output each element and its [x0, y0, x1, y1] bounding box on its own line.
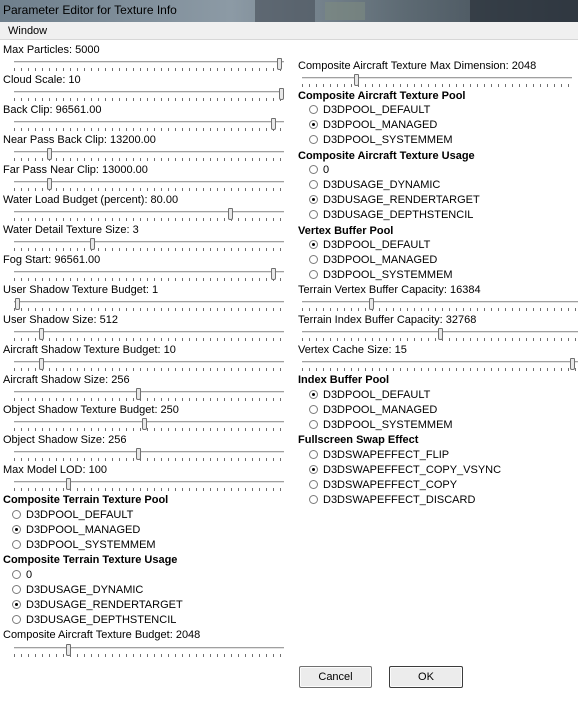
- object-shadow-texture-budget-slider[interactable]: [14, 418, 284, 432]
- radio-dot[interactable]: [309, 390, 318, 399]
- slider-label: Water Load Budget (percent): 80.00: [3, 194, 179, 206]
- water-detail-texture-size-slider[interactable]: [14, 238, 284, 252]
- radio-dot[interactable]: [309, 405, 318, 414]
- radio-dot[interactable]: [309, 495, 318, 504]
- radio-label: D3DPOOL_DEFAULT: [323, 389, 431, 401]
- radio-label: D3DUSAGE_DEPTHSTENCIL: [323, 209, 474, 221]
- slider-thumb[interactable]: [66, 478, 71, 490]
- slider-thumb[interactable]: [369, 298, 374, 310]
- radio-label: D3DUSAGE_DYNAMIC: [26, 584, 144, 596]
- radio-dot[interactable]: [309, 270, 318, 279]
- slider-thumb[interactable]: [142, 418, 147, 430]
- radio-label: D3DSWAPEFFECT_COPY_VSYNC: [323, 464, 502, 476]
- vertex-buffer-pool-header: Vertex Buffer Pool: [298, 225, 394, 237]
- slider-label: Terrain Vertex Buffer Capacity: 16384: [298, 284, 481, 296]
- slider-label: Composite Aircraft Texture Max Dimension: 2048: [298, 60, 537, 72]
- slider-thumb[interactable]: [47, 178, 52, 190]
- back-clip-slider[interactable]: [14, 118, 284, 132]
- cloud-scale-slider[interactable]: [14, 88, 284, 102]
- slider-thumb[interactable]: [570, 358, 575, 370]
- radio-label: D3DPOOL_DEFAULT: [323, 239, 431, 251]
- composite-terrain-pool-header: Composite Terrain Texture Pool: [3, 494, 169, 506]
- composite-aircraft-pool-header: Composite Aircraft Texture Pool: [298, 90, 466, 102]
- radio-dot[interactable]: [309, 255, 318, 264]
- vertex-cache-size-slider[interactable]: [302, 358, 578, 372]
- composite-aircraft-budget-slider[interactable]: [14, 644, 284, 658]
- composite-aircraft-usage-header: Composite Aircraft Texture Usage: [298, 150, 475, 162]
- slider-label: Object Shadow Size: 256: [3, 434, 127, 446]
- radio-label: D3DPOOL_DEFAULT: [323, 104, 431, 116]
- user-shadow-texture-budget-slider[interactable]: [14, 298, 284, 312]
- title-bar-background: [255, 0, 315, 22]
- slider-label: Aircraft Shadow Size: 256: [3, 374, 130, 386]
- slider-label: Back Clip: 96561.00: [3, 104, 102, 116]
- menu-bar: [0, 22, 578, 40]
- radio-label: D3DPOOL_MANAGED: [323, 254, 438, 266]
- slider-thumb[interactable]: [136, 448, 141, 460]
- radio-dot[interactable]: [309, 240, 318, 249]
- slider-label: Water Detail Texture Size: 3: [3, 224, 139, 236]
- slider-label: Far Pass Near Clip: 13000.00: [3, 164, 148, 176]
- slider-thumb[interactable]: [47, 148, 52, 160]
- radio-label: D3DPOOL_SYSTEMMEM: [323, 419, 453, 431]
- radio-dot[interactable]: [12, 600, 21, 609]
- radio-label: D3DUSAGE_RENDERTARGET: [26, 599, 183, 611]
- radio-dot[interactable]: [12, 585, 21, 594]
- radio-dot[interactable]: [309, 135, 318, 144]
- slider-thumb[interactable]: [39, 328, 44, 340]
- slider-thumb[interactable]: [354, 74, 359, 86]
- radio-dot[interactable]: [309, 105, 318, 114]
- radio-dot[interactable]: [309, 450, 318, 459]
- slider-thumb[interactable]: [438, 328, 443, 340]
- radio-label: D3DPOOL_SYSTEMMEM: [323, 269, 453, 281]
- menu-window[interactable]: Window: [8, 25, 48, 37]
- window-title: Parameter Editor for Texture Info: [3, 3, 177, 17]
- slider-label: Max Particles: 5000: [3, 44, 100, 56]
- slider-label: Cloud Scale: 10: [3, 74, 81, 86]
- radio-label: D3DPOOL_DEFAULT: [26, 509, 134, 521]
- far-pass-near-clip-slider[interactable]: [14, 178, 284, 192]
- title-bar-background: [470, 0, 578, 22]
- user-shadow-size-slider[interactable]: [14, 328, 284, 342]
- radio-label: D3DUSAGE_RENDERTARGET: [323, 194, 480, 206]
- slider-thumb[interactable]: [136, 388, 141, 400]
- slider-thumb[interactable]: [277, 58, 282, 70]
- radio-dot[interactable]: [309, 180, 318, 189]
- slider-label: Aircraft Shadow Texture Budget: 10: [3, 344, 176, 356]
- radio-dot[interactable]: [309, 195, 318, 204]
- radio-label: D3DPOOL_MANAGED: [26, 524, 141, 536]
- radio-label: D3DUSAGE_DEPTHSTENCIL: [26, 614, 177, 626]
- water-load-budget-slider[interactable]: [14, 208, 284, 222]
- radio-dot[interactable]: [12, 510, 21, 519]
- radio-label: D3DSWAPEFFECT_COPY: [323, 479, 458, 491]
- slider-label: Fog Start: 96561.00: [3, 254, 101, 266]
- slider-label: User Shadow Texture Budget: 1: [3, 284, 159, 296]
- slider-label: Near Pass Back Clip: 13200.00: [3, 134, 156, 146]
- max-model-lod-slider[interactable]: [14, 478, 284, 492]
- object-shadow-size-slider[interactable]: [14, 448, 284, 462]
- slider-thumb[interactable]: [271, 268, 276, 280]
- composite-aircraft-max-dim-slider[interactable]: [302, 74, 572, 88]
- slider-thumb[interactable]: [90, 238, 95, 250]
- terrain-index-buffer-capacity-slider[interactable]: [302, 328, 578, 342]
- radio-dot[interactable]: [309, 120, 318, 129]
- fog-start-slider[interactable]: [14, 268, 284, 282]
- aircraft-shadow-size-slider[interactable]: [14, 388, 284, 402]
- slider-label: User Shadow Size: 512: [3, 314, 118, 326]
- title-bar-background: [325, 2, 365, 20]
- radio-dot[interactable]: [12, 570, 21, 579]
- slider-thumb[interactable]: [15, 298, 20, 310]
- slider-label: Max Model LOD: 100: [3, 464, 107, 476]
- radio-label: 0: [323, 164, 330, 176]
- ok-button[interactable]: OK: [389, 666, 463, 688]
- radio-dot[interactable]: [12, 540, 21, 549]
- radio-dot[interactable]: [309, 420, 318, 429]
- radio-label: D3DUSAGE_DYNAMIC: [323, 179, 441, 191]
- composite-terrain-usage-header: Composite Terrain Texture Usage: [3, 554, 178, 566]
- radio-label: D3DPOOL_MANAGED: [323, 404, 438, 416]
- parameter-panel: [0, 40, 578, 716]
- radio-label: D3DSWAPEFFECT_FLIP: [323, 449, 450, 461]
- radio-label: 0: [26, 569, 33, 581]
- near-pass-back-clip-slider[interactable]: [14, 148, 284, 162]
- slider-label: Terrain Index Buffer Capacity: 32768: [298, 314, 477, 326]
- cancel-button[interactable]: Cancel: [299, 666, 372, 688]
- slider-thumb[interactable]: [39, 358, 44, 370]
- radio-dot[interactable]: [309, 465, 318, 474]
- max-particles-slider[interactable]: [14, 58, 284, 72]
- radio-label: D3DPOOL_SYSTEMMEM: [323, 134, 453, 146]
- slider-label: Object Shadow Texture Budget: 250: [3, 404, 179, 416]
- index-buffer-pool-header: Index Buffer Pool: [298, 374, 390, 386]
- radio-label: D3DSWAPEFFECT_DISCARD: [323, 494, 476, 506]
- radio-label: D3DPOOL_SYSTEMMEM: [26, 539, 156, 551]
- slider-thumb[interactable]: [271, 118, 276, 130]
- slider-label: Composite Aircraft Texture Budget: 2048: [3, 629, 201, 641]
- radio-dot[interactable]: [309, 210, 318, 219]
- terrain-vertex-buffer-capacity-slider[interactable]: [302, 298, 578, 312]
- aircraft-shadow-texture-budget-slider[interactable]: [14, 358, 284, 372]
- radio-dot[interactable]: [309, 165, 318, 174]
- slider-label: Vertex Cache Size: 15: [298, 344, 407, 356]
- title-bar: [0, 0, 578, 22]
- swap-effect-header: Fullscreen Swap Effect: [298, 434, 419, 446]
- radio-dot[interactable]: [309, 480, 318, 489]
- slider-thumb[interactable]: [66, 644, 71, 656]
- radio-dot[interactable]: [12, 615, 21, 624]
- radio-dot[interactable]: [12, 525, 21, 534]
- slider-thumb[interactable]: [228, 208, 233, 220]
- radio-label: D3DPOOL_MANAGED: [323, 119, 438, 131]
- slider-thumb[interactable]: [279, 88, 284, 100]
